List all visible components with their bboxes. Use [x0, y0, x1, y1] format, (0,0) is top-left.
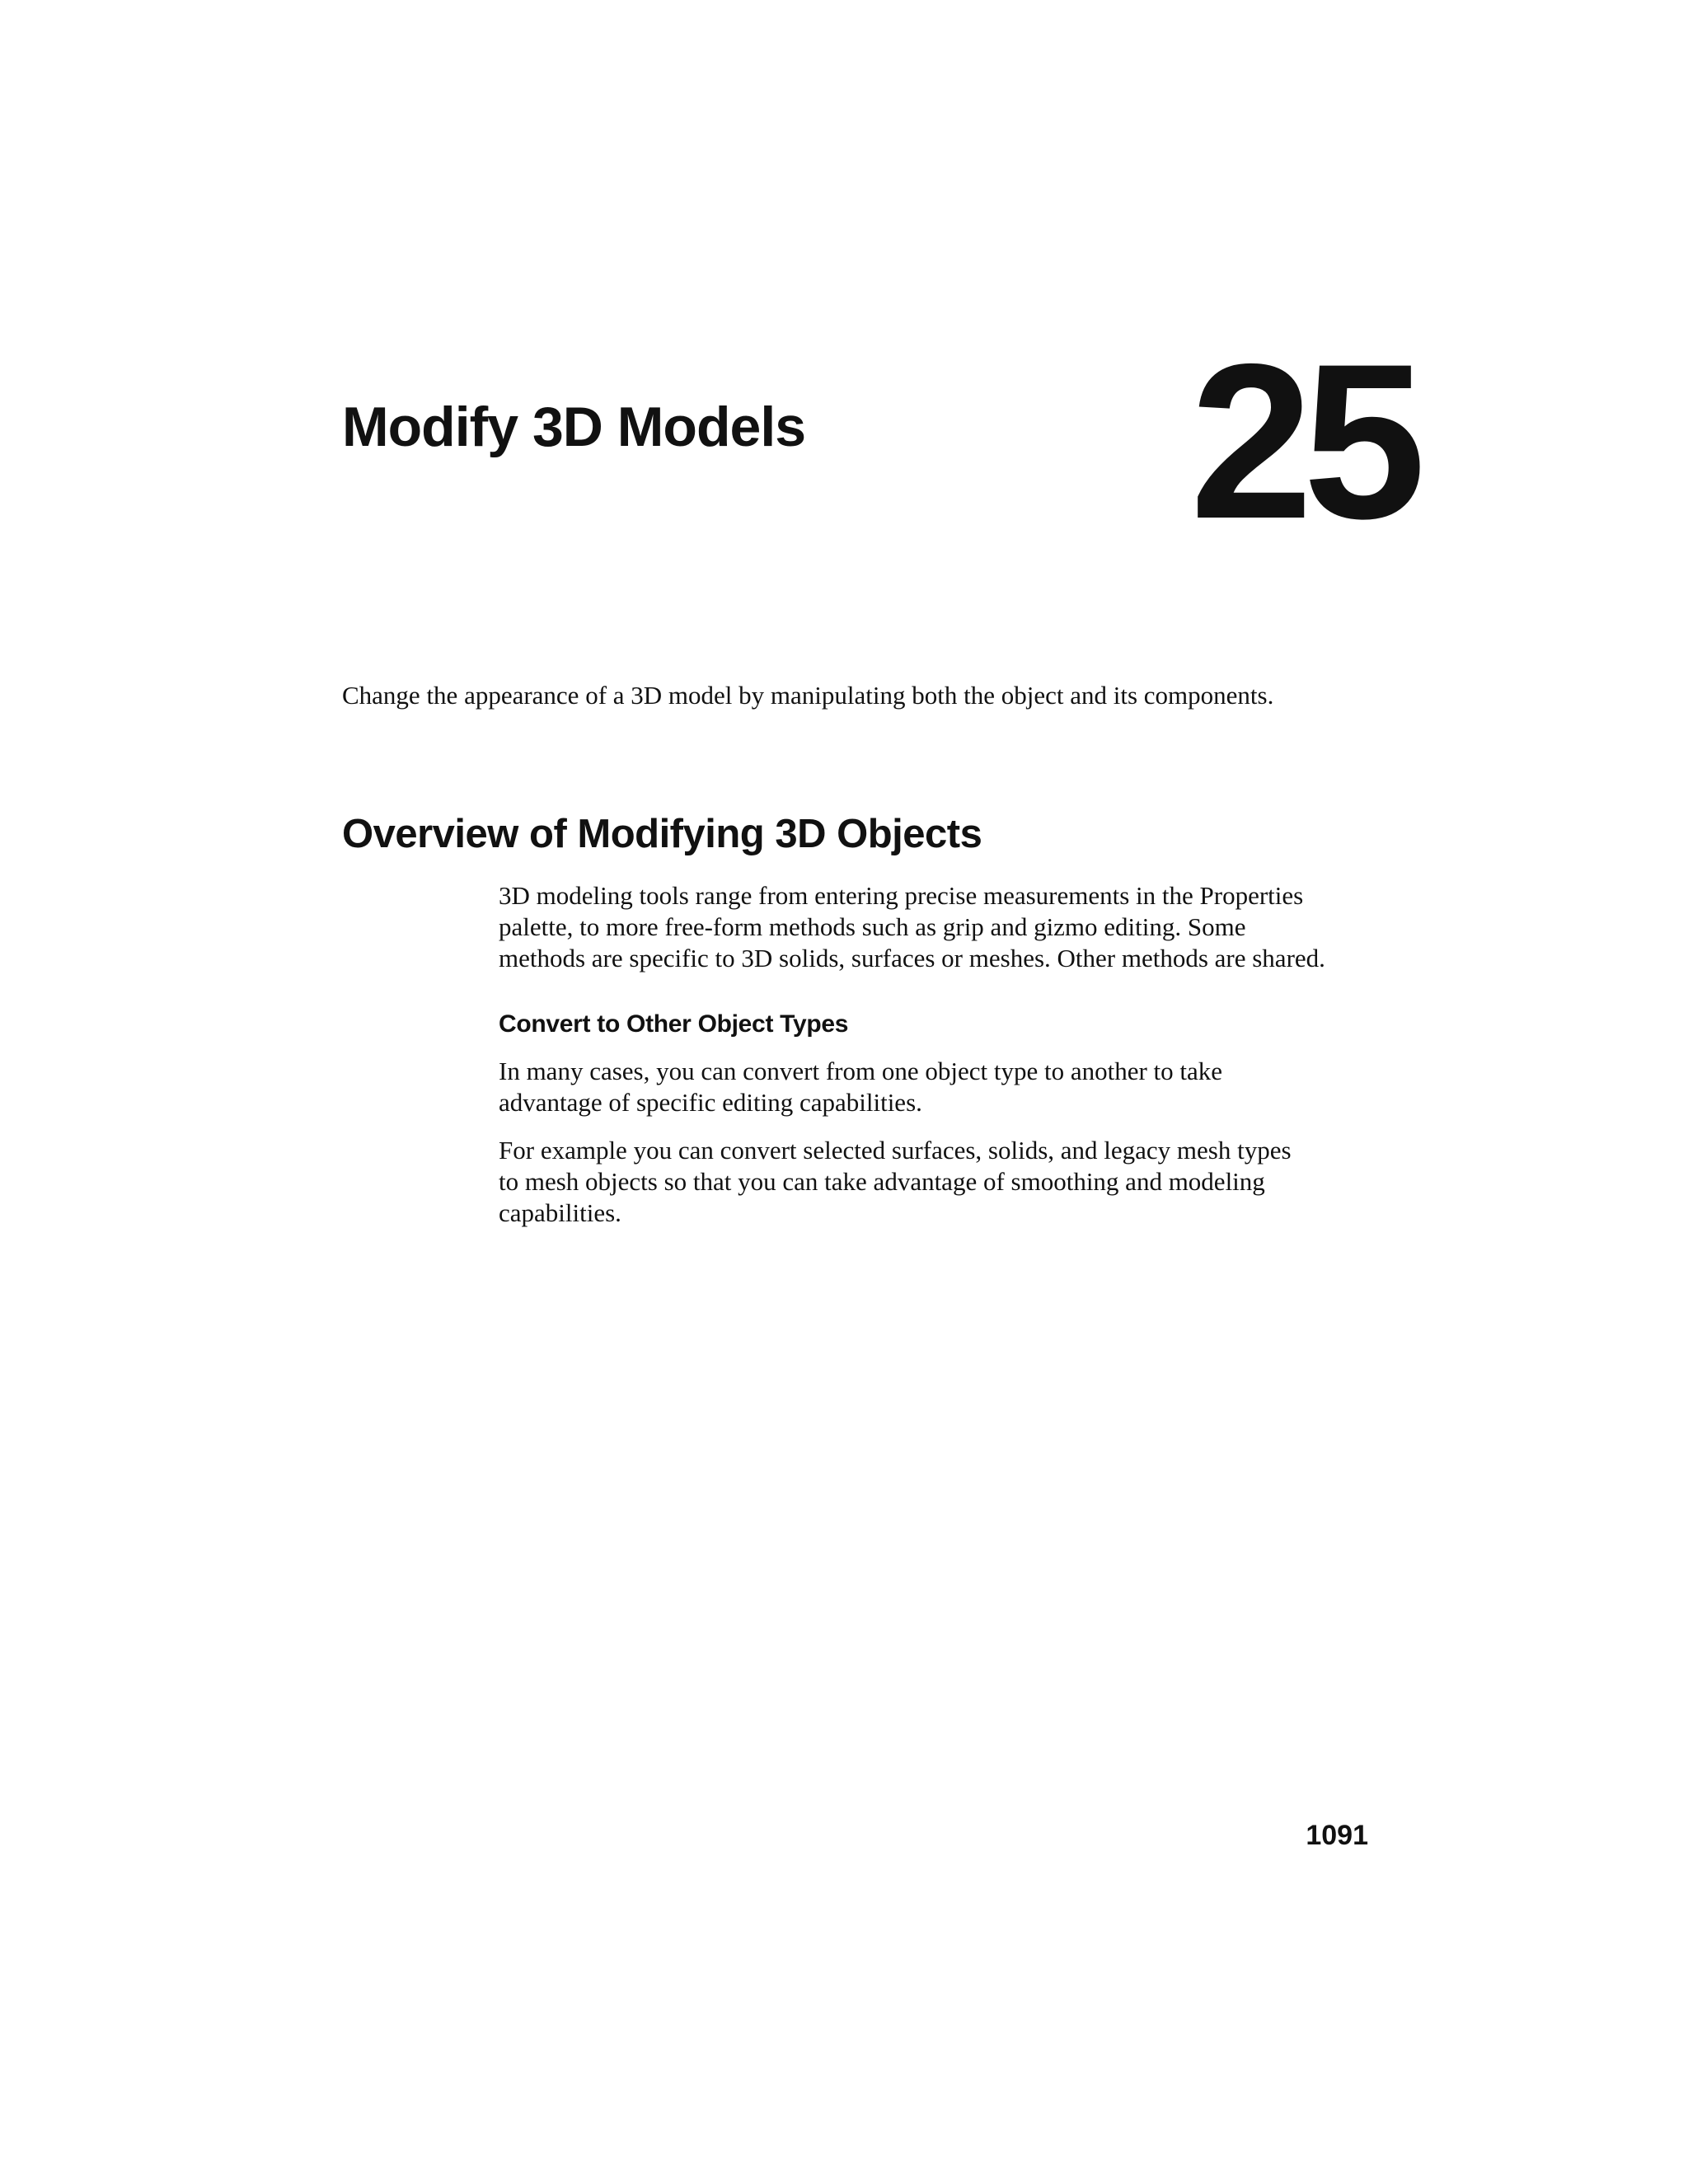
- paragraph-line: For example you can convert selected surfaces, solids, and legacy mesh types: [499, 1136, 1292, 1165]
- paragraph-line: 3D modeling tools range from entering precise measurements in the Properties: [499, 881, 1304, 910]
- convert-paragraph-1: [499, 1056, 1397, 1118]
- paragraph-line: methods are specific to 3D solids, surfaces or meshes. Other methods are shared.: [499, 944, 1325, 972]
- section-heading: Overview of Modifying 3D Objects: [342, 812, 982, 856]
- page-number: 1091: [1306, 1820, 1368, 1851]
- subsection-heading: Convert to Other Object Types: [499, 1010, 849, 1038]
- overview-paragraph: [499, 880, 1397, 974]
- chapter-intro: Change the appearance of a 3D model by manipulating both the object and its components.: [342, 681, 1274, 710]
- chapter-number: 25: [1189, 317, 1416, 565]
- paragraph-line: palette, to more free-form methods such as grip and gizmo editing. Some: [499, 912, 1246, 941]
- paragraph-line: In many cases, you can convert from one object type to another to take: [499, 1057, 1223, 1085]
- paragraph-line: capabilities.: [499, 1198, 621, 1227]
- paragraph-line: to mesh objects so that you can take advantage of smoothing and modeling: [499, 1167, 1265, 1196]
- paragraph-line: advantage of specific editing capabilities.: [499, 1088, 922, 1117]
- chapter-title: Modify 3D Models: [342, 396, 806, 458]
- convert-paragraph-2: [499, 1135, 1397, 1229]
